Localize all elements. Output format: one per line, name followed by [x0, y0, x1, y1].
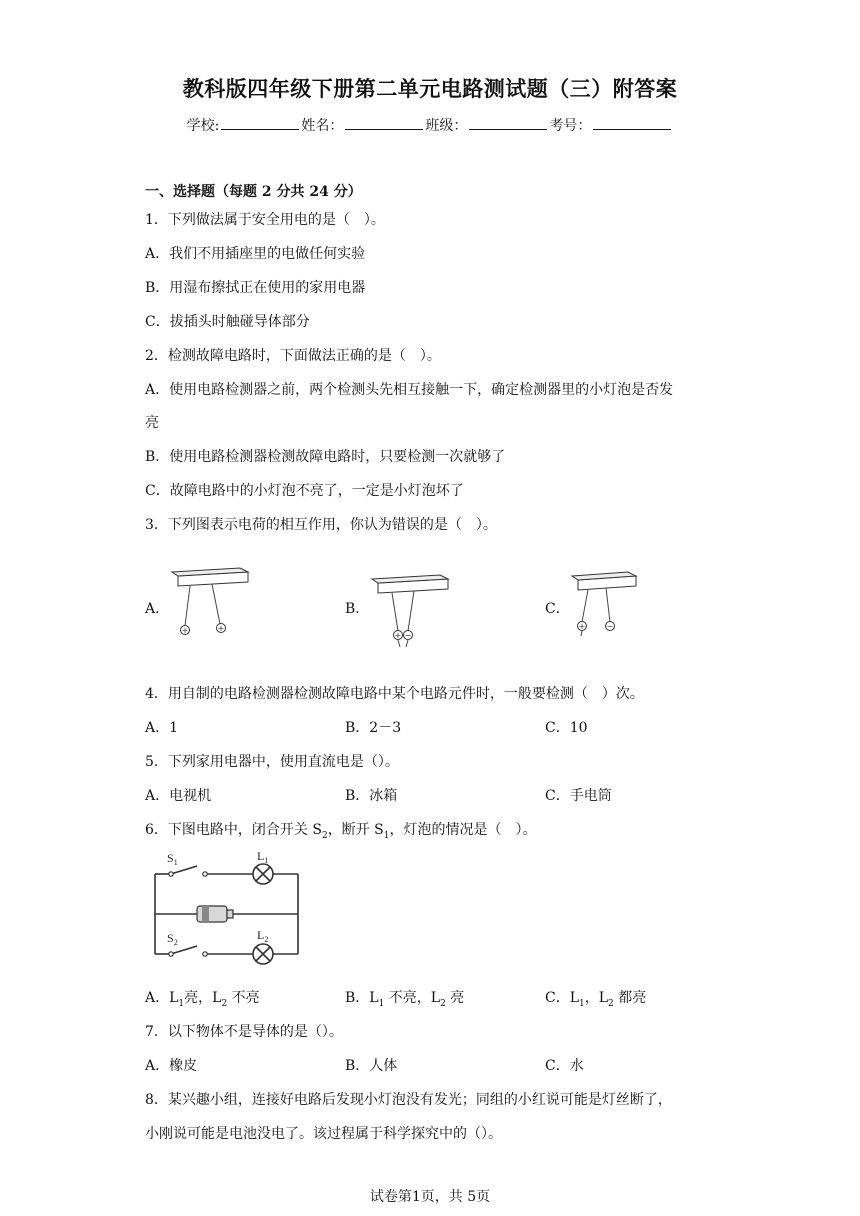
svg-text:S2 — [167, 931, 178, 947]
q7-stem: 7．以下物体不是导体的是（）。 — [145, 1024, 343, 1040]
q6-option-a — [145, 987, 260, 1009]
q3-figure-c — [570, 572, 660, 652]
q6-stem-part2: ，断开 S — [327, 822, 384, 838]
svg-text:+: + — [578, 622, 586, 631]
q6-c-text1: C．L — [545, 990, 580, 1006]
q6-option-b — [345, 987, 464, 1009]
q2-stem: 2．检测故障电路时，下面做法正确的是（ ）。 — [145, 348, 441, 364]
q6-a-sub2: 2 — [221, 998, 228, 1009]
q6-fig-l1-sub: 1 — [264, 856, 269, 865]
q3-figure-a — [170, 568, 260, 648]
q6-stem-sub-1: 1 — [383, 830, 390, 841]
q6-stem — [145, 819, 536, 841]
q6-a-text1: A．L — [145, 990, 179, 1006]
q2-option-c: C．故障电路中的小灯泡不亮了，一定是小灯泡坏了 — [145, 483, 464, 499]
page-title: 教科版四年级下册第二单元电路测试题（三）附答案 — [182, 76, 678, 101]
exam-no-label: 考号： — [549, 118, 592, 134]
q6-fig-l1-label: L — [257, 849, 265, 863]
svg-text:+: + — [181, 626, 189, 635]
name-label: 姓名： — [301, 118, 344, 134]
q6-b-sub2: 2 — [440, 998, 446, 1009]
exam-no-blank — [593, 117, 671, 130]
q6-stem-part1: 6．下图电路中，闭合开关 S — [145, 822, 322, 838]
svg-text:L2 — [257, 928, 268, 944]
q1-option-a: A．我们不用插座里的电做任何实验 — [145, 246, 366, 262]
q2-option-b: B．使用电路检测器检测故障电路时，只要检测一次就够了 — [145, 449, 506, 465]
q6-b-text2: 不亮，L — [384, 990, 441, 1006]
q1-stem: 1．下列做法属于安全用电的是（ ）。 — [145, 212, 385, 228]
q7-option-a: A．橡皮 — [145, 1058, 198, 1074]
q6-c-text2: ，L — [584, 990, 609, 1006]
q6-fig-s1-sub: 1 — [173, 858, 178, 867]
q6-fig-s2-label: S — [167, 931, 174, 945]
q5-option-b: B．冰箱 — [345, 788, 398, 804]
q5-option-c: C．手电筒 — [545, 788, 612, 804]
name-blank — [345, 117, 423, 130]
q5-stem: 5．下列家用电器中，使用直流电是（）。 — [145, 754, 399, 770]
q4-option-a: A．1 — [145, 720, 179, 736]
q3-option-c: C． — [545, 601, 570, 617]
class-blank — [469, 117, 547, 130]
svg-text:+: + — [394, 631, 402, 640]
q6-c-sub1: 1 — [579, 998, 585, 1009]
q2-option-a-line1: A．使用电路检测器之前，两个检测头先相互接触一下，确定检测器里的小灯泡是否发 — [145, 382, 674, 398]
q6-b-text3: 亮 — [445, 990, 465, 1006]
q6-fig-s1-label: S — [167, 851, 174, 865]
q6-stem-part3: ，灯泡的情况是（ ）。 — [389, 822, 537, 838]
q3-stem: 3．下列图表示电荷的相互作用，你认为错误的是（ ）。 — [145, 517, 497, 533]
q6-b-text1: B．L — [345, 990, 379, 1006]
school-label: 学校: — [186, 118, 220, 134]
q6-fig-s2-sub: 2 — [173, 938, 178, 947]
q6-option-c — [545, 987, 646, 1009]
svg-text:−: − — [606, 622, 614, 631]
q6-stem-sub-2: 2 — [321, 830, 328, 841]
student-info-line — [0, 115, 860, 135]
svg-text:−: − — [404, 631, 412, 640]
q1-option-b: B．用湿布擦拭正在使用的家用电器 — [145, 280, 366, 296]
q4-option-c: C．10 — [545, 720, 588, 736]
q3-option-a: A． — [145, 601, 170, 617]
q6-a-sub1: 1 — [178, 998, 185, 1009]
q6-fig-l2-sub: 2 — [264, 935, 269, 944]
section-heading: 一、选择题（每题 2 分共 24 分） — [145, 184, 362, 200]
q6-c-sub2: 2 — [608, 998, 614, 1009]
q3-figure-b — [370, 575, 460, 655]
q4-option-b: B．2－3 — [345, 720, 402, 736]
page-footer: 试卷第1页，共 5页 — [369, 1189, 491, 1205]
q3-option-b: B． — [345, 601, 370, 617]
svg-text:L1 — [257, 849, 268, 865]
q7-option-b: B．人体 — [345, 1058, 398, 1074]
q6-c-text3: 都亮 — [613, 990, 647, 1006]
q6-b-sub1: 1 — [378, 998, 385, 1009]
svg-text:S1 — [167, 851, 178, 867]
q2-option-a-line2: 亮 — [145, 415, 159, 431]
q7-option-c: C．水 — [545, 1058, 584, 1074]
q1-option-c: C．拔插头时触碰导体部分 — [145, 314, 310, 330]
q8-stem-line1: 8．某兴趣小组，连接好电路后发现小灯泡没有发光；同组的小红说可能是灯丝断了， — [145, 1092, 672, 1108]
svg-text:+: + — [217, 624, 225, 633]
q6-fig-l2-label: L — [257, 928, 265, 942]
school-blank — [221, 117, 299, 130]
q6-a-text3: 不亮 — [227, 990, 260, 1006]
q6-circuit-diagram — [145, 848, 310, 964]
q4-stem: 4．用自制的电路检测器检测故障电路中某个电路元件时，一般要检测（ ）次。 — [145, 686, 644, 702]
class-label: 班级： — [425, 118, 468, 134]
q8-stem-line2: 小刚说可能是电池没电了。该过程属于科学探究中的（）。 — [145, 1126, 502, 1142]
q5-option-a: A．电视机 — [145, 788, 212, 804]
q6-a-text2: 亮，L — [184, 990, 222, 1006]
